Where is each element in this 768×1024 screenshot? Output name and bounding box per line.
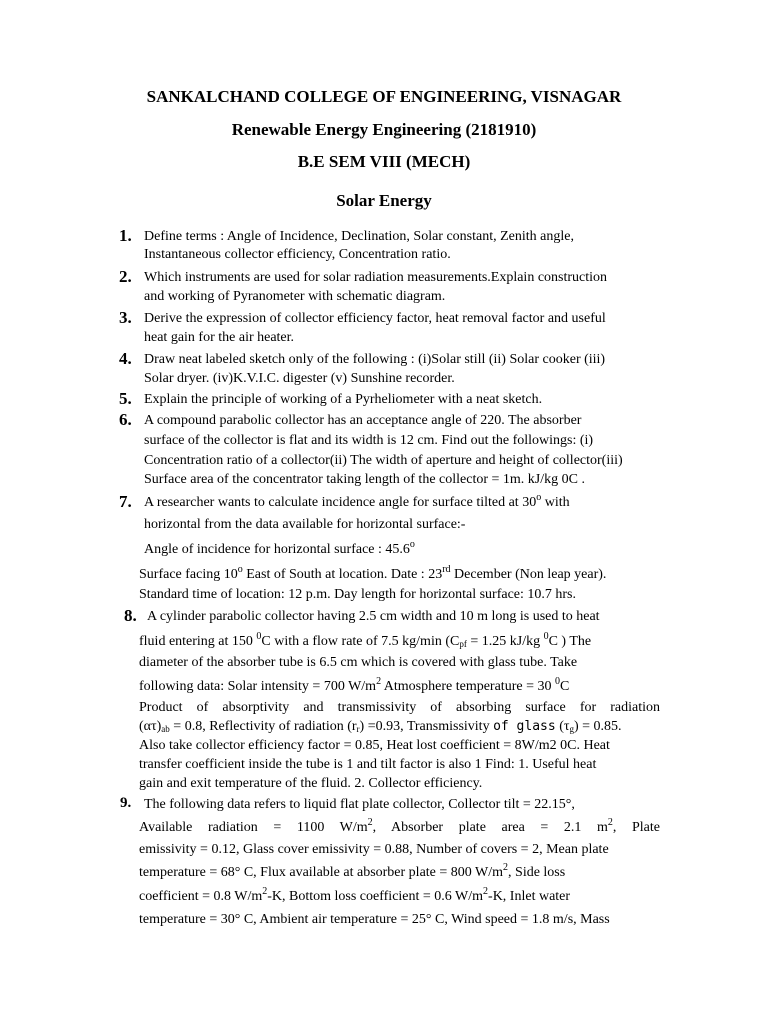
question-2-number: 2. xyxy=(119,267,132,286)
question-1-line-2: Instantaneous collector efficiency, Concentration ratio. xyxy=(144,247,451,262)
question-4-line-1: Draw neat labeled sketch only of the following : (i)Solar still (ii) Solar cooker (iii) xyxy=(144,352,606,367)
question-7-number: 7. xyxy=(119,492,132,511)
question-9-line-5: coefficient = 0.8 $W/m^2-K$, Bottom loss coefficient = 0.6 $W/m^2-K$, Inlet water xyxy=(139,886,571,904)
question-7-line-3: Angle of incidence for horizontal surface : 45.6$^o$ xyxy=(144,539,415,557)
question-5-number: 5. xyxy=(119,389,132,408)
question-6-number: 6. xyxy=(119,410,132,429)
college-name: SANKALCHAND COLLEGE OF ENGINEERING, VISNAGAR xyxy=(146,87,622,106)
question-9-line-3: emissivity = 0.12, Glass cover emissivity = 0.88, Number of covers = 2, Mean plate xyxy=(139,842,609,857)
question-1-number: 1. xyxy=(119,226,132,245)
question-6-line-1: A compound parabolic collector has an acceptance angle of 220. The absorber xyxy=(144,413,582,428)
question-4-line-2: Solar dryer. (iv)K.V.I.C. digester (v) Sunshine recorder. xyxy=(144,371,455,386)
question-8-line-5: Product of absorptivity and transmissivity of absorbing surface for radiation xyxy=(139,700,660,715)
question-7-line-5: Standard time of location: 12 p.m. Day length for horizontal surface: 10.7 hrs. xyxy=(139,587,577,602)
question-3-number: 3. xyxy=(119,308,132,327)
question-9-line-2: Available radiation = 1100 $W/m^2$, Absorber plate area = 2.1 $m^2$, Plate xyxy=(139,817,661,835)
semester-title: B.E SEM VIII (MECH) xyxy=(297,152,471,171)
question-8-line-1: A cylinder parabolic collector having 2.5 cm width and 10 m long is used to heat xyxy=(147,609,600,624)
question-7-line-2: horizontal from the data available for horizontal surface:- xyxy=(144,517,466,532)
question-3-line-2: heat gain for the air heater. xyxy=(144,330,295,345)
question-8-line-2: fluid entering at 150 $^0$C with a flow rate of 7.5 kg/min ($C_{pf} = 1.25$ kJ/kg $^0$C ) The xyxy=(139,631,592,649)
question-8-line-9: gain and exit temperature of the fluid. 2. Collector efficiency. xyxy=(139,776,483,791)
question-3-line-1: Derive the expression of collector efficiency factor, heat removal factor and useful xyxy=(144,311,606,326)
subject-title: Renewable Energy Engineering (2181910) xyxy=(231,120,537,139)
topic-title: Solar Energy xyxy=(336,191,432,210)
question-2-line-2: and working of Pyranometer with schematic diagram. xyxy=(144,289,446,304)
question-9-number: 9. xyxy=(120,795,132,811)
question-6-line-2: surface of the collector is flat and its width is 12 cm. Find out the followings: (i) xyxy=(144,433,594,448)
question-8-line-4: following data: Solar intensity = 700 $W/m^2$ Atmosphere temperature = 30 $^0$C xyxy=(139,676,570,694)
question-9-line-6: temperature = 30° C, Ambient air temperature = 25° C, Wind speed = 1.8 m/s, Mass xyxy=(139,912,610,927)
question-8-line-6: $(\alpha\tau)_{ab} = 0.8$, Reflectivity of radiation $(r_r) =0.93$, Transmissivity of glass $(\tau_g) = 0.85$. xyxy=(139,719,622,734)
question-7-line-4: Surface facing 10$^o$ East of South at location. Date : 23rd December (Non leap year). xyxy=(139,564,607,582)
question-7-line-1: A researcher wants to calculate incidence angle for surface tilted at 30$^o$ with xyxy=(144,492,570,510)
question-8-line-7: Also take collector efficiency factor = 0.85, Heat lost coefficient = 8W/m2 0C. Heat xyxy=(139,738,610,753)
question-8-line-3: diameter of the absorber tube is 6.5 cm which is covered with glass tube. Take xyxy=(139,655,578,670)
question-8-line-8: transfer coefficient inside the tube is 1 and tilt factor is also 1 Find: 1. Useful heat xyxy=(139,757,597,772)
question-2-line-1: Which instruments are used for solar radiation measurements.Explain construction xyxy=(144,270,608,285)
question-9-line-1: The following data refers to liquid flat plate collector, Collector tilt = 22.15°, xyxy=(144,797,575,812)
question-8-number: 8. xyxy=(124,606,137,625)
question-9-line-4: temperature = 68° C, Flux available at absorber plate = 800 $W/m^2$, Side loss xyxy=(139,862,566,880)
question-6-line-3: Concentration ratio of a collector(ii) The width of aperture and height of collector(iii) xyxy=(144,453,623,468)
question-1-line-1: Define terms : Angle of Incidence, Declination, Solar constant, Zenith angle, xyxy=(144,229,574,244)
question-5-line-1: Explain the principle of working of a Pyrheliometer with a neat sketch. xyxy=(144,392,543,407)
question-4-number: 4. xyxy=(119,349,132,368)
question-6-line-4: Surface area of the concentrator taking length of the collector = 1m. kJ/kg 0C . xyxy=(144,472,585,487)
